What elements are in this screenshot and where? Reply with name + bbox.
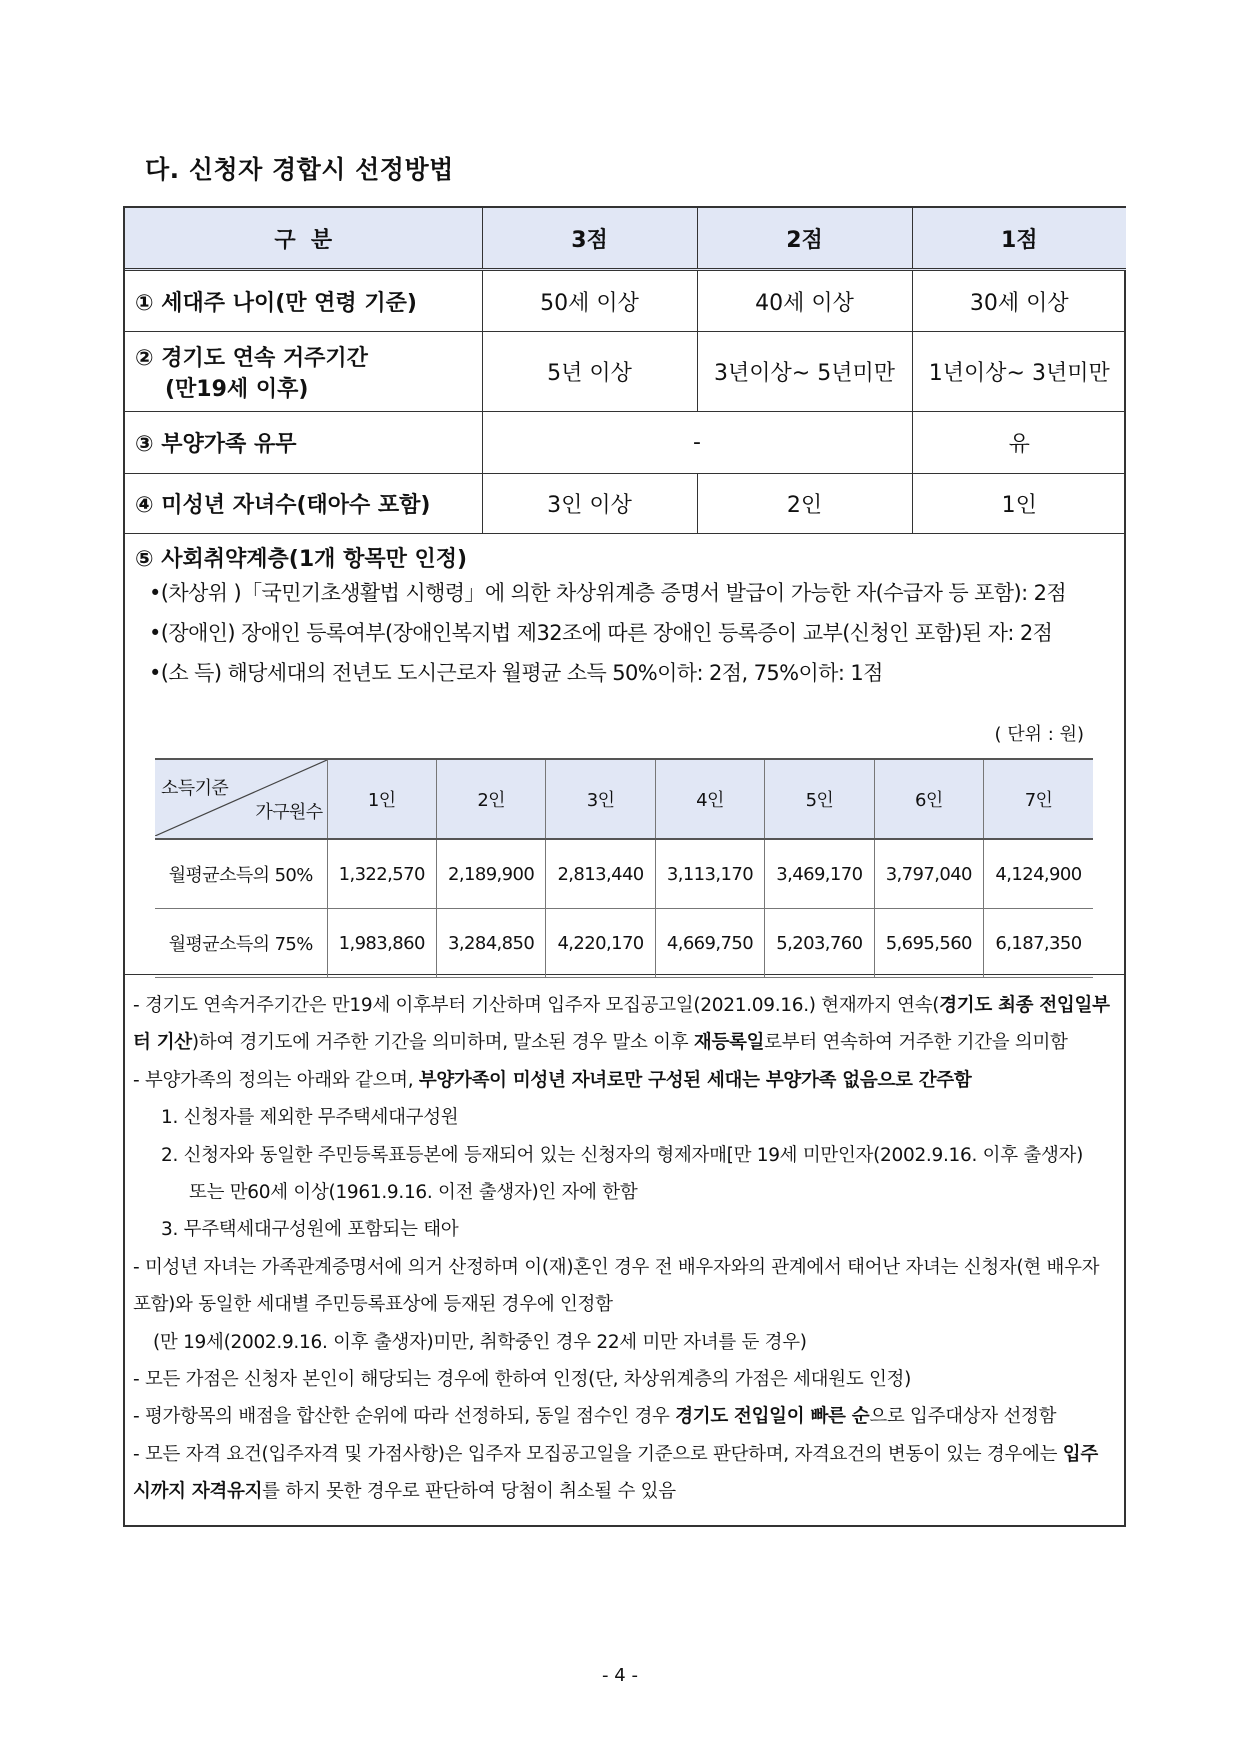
diagonal-header-cell [155, 759, 327, 839]
section-title: 다. 신청자 경합시 선정방법 [145, 155, 454, 184]
income-value: 1,322,570 [327, 839, 436, 909]
row-label: ③ 부양가족 유무 [125, 412, 482, 474]
income-value: 2,189,900 [436, 839, 545, 909]
note-text: - 경기도 연속거주기간은 만19세 이후부터 기산하며 입주자 모집공고일(2021.09.16.) 현재까지 연속( [133, 995, 940, 1016]
corner-household-size: 가구원수 [255, 802, 323, 823]
income-value: 1,983,860 [327, 909, 436, 978]
note-text: 으로 입주대상자 선정함 [869, 1406, 1057, 1428]
row-label-line1: ② 경기도 연속 거주기간 [135, 345, 368, 371]
row-label: ④ 미성년 자녀수(태아수 포함) [125, 474, 482, 534]
note-dependents-definition [133, 1062, 1114, 1099]
note-dependents-item: 1. 신청자를 제외한 무주택세대구성원 [161, 1107, 459, 1129]
household-size: 5인 [765, 759, 874, 839]
income-value: 3,284,850 [436, 909, 545, 978]
score-table-header [125, 208, 1126, 270]
note-emphasis: 입주시까지 자격유지 [133, 1443, 1098, 1503]
income-value: 3,469,170 [765, 839, 874, 909]
note-ranking [133, 1398, 1114, 1435]
income-row-75 [155, 909, 1093, 978]
income-row-50 [155, 839, 1093, 909]
note-emphasis: 부양가족이 미성년 자녀로만 구성된 세대는 부양가족 없음으로 간주함 [418, 1069, 972, 1091]
vulnerable-title: ⑤ 사회취약계층(1개 항목만 인정) [135, 547, 468, 572]
cell-value: 40세 이상 [697, 270, 912, 332]
note-dependents-item: 3. 무주택세대구성원에 포함되는 태아 [161, 1219, 459, 1241]
score-row-age [125, 270, 1126, 332]
note-text: - 부양가족의 정의는 아래와 같으며, [133, 1069, 419, 1091]
note-minor-children-sub: (만 19세(2002.9.16. 이후 출생자)미만, 취학중인 경우 22세 미만 자녀를 둔 경우) [153, 1331, 807, 1353]
note-text: 로부터 연속하여 거주한 기간을 의미함 [764, 1032, 1068, 1054]
income-value: 4,124,900 [984, 839, 1093, 909]
score-table [125, 208, 1126, 534]
header-category: 구 분 [125, 208, 482, 270]
income-table-header [155, 759, 1093, 839]
bullet-disability: •(장애인) 장애인 등록여부(장애인복지법 제32조에 따른 장애인 등록증이 교부(신청인 포함)된 자: 2점 [149, 621, 1053, 645]
note-emphasis: 재등록일 [693, 1032, 765, 1054]
note-residence-period [133, 987, 1114, 1062]
income-value: 2,813,440 [546, 839, 655, 909]
note-dependents-item-cont: 또는 만60세 이상(1961.9.16. 이전 출생자)인 자에 한함 [189, 1182, 638, 1204]
page-number: - 4 - [602, 1665, 638, 1686]
note-minor-children: - 미성년 자녀는 가족관계증명서에 의거 산정하며 이(재)혼인 경우 전 배우자와의 관계에서 태어난 자녀는 신청자(현 배우자 포함)와 동일한 세대별 주민등록표상에 등재된 경우에 인정함 [133, 1256, 1100, 1316]
notes-section [125, 975, 1124, 1525]
selection-criteria-box [123, 206, 1126, 1527]
household-size: 7인 [984, 759, 1093, 839]
household-size: 2인 [436, 759, 545, 839]
row-label-line2: (만19세 이후) [165, 376, 309, 402]
note-applicant-only: - 모든 가점은 신청자 본인이 해당되는 경우에 한하여 인정(단, 차상위계층의 가점은 세대원도 인정) [133, 1369, 912, 1391]
note-emphasis: 경기도 최종 전입일부터 기산 [133, 995, 1110, 1054]
income-row-label: 월평균소득의 75% [155, 909, 327, 978]
score-row-minor-children [125, 474, 1126, 534]
income-value: 3,797,040 [874, 839, 983, 909]
income-value: 5,203,760 [765, 909, 874, 978]
note-text: 를 하지 못한 경우로 판단하여 당첨이 취소될 수 있음 [262, 1481, 676, 1503]
note-text: - 평가항목의 배점을 합산한 순위에 따라 선정하되, 동일 점수인 경우 [133, 1406, 676, 1428]
cell-value: 5년 이상 [482, 332, 697, 412]
row-label [125, 332, 482, 412]
header-3pt: 3점 [482, 208, 697, 270]
header-1pt: 1점 [912, 208, 1126, 270]
header-2pt: 2점 [697, 208, 912, 270]
cell-value: 50세 이상 [482, 270, 697, 332]
note-text: )하여 경기도에 거주한 기간을 의미하며, 말소된 경우 말소 이후 [191, 1032, 694, 1054]
unit-label: ( 단위 : 원) [994, 724, 1084, 745]
income-value: 6,187,350 [984, 909, 1093, 978]
income-row-label: 월평균소득의 50% [155, 839, 327, 909]
vulnerable-group-section [125, 534, 1124, 975]
cell-value: 1년이상~ 3년미만 [912, 332, 1126, 412]
income-value: 3,113,170 [655, 839, 764, 909]
household-size: 1인 [327, 759, 436, 839]
cell-value: 1인 [912, 474, 1126, 534]
cell-value: 30세 이상 [912, 270, 1126, 332]
income-value: 4,669,750 [655, 909, 764, 978]
score-row-residence [125, 332, 1126, 412]
score-row-dependents [125, 412, 1126, 474]
cell-value: 3년이상~ 5년미만 [697, 332, 912, 412]
note-text: - 모든 자격 요건(입주자격 및 가점사항)은 입주자 모집공고일을 기준으로 판단하며, 자격요건의 변동이 있는 경우에는 [133, 1443, 1063, 1465]
cell-value: 3인 이상 [482, 474, 697, 534]
income-table [155, 758, 1093, 978]
income-value: 4,220,170 [546, 909, 655, 978]
note-eligibility [133, 1436, 1114, 1511]
household-size: 4인 [655, 759, 764, 839]
household-size: 6인 [874, 759, 983, 839]
note-dependents-item: 2. 신청자와 동일한 주민등록표등본에 등재되어 있는 신청자의 형제자매[만 19세 미만인자(2002.9.16. 이후 출생자) [161, 1144, 1084, 1166]
cell-merged-value: - [482, 412, 912, 474]
bullet-near-poverty: •(차상위 )「국민기초생활법 시행령」에 의한 차상위계층 증명서 발급이 가능한 자(수급자 등 포함): 2점 [149, 581, 1067, 605]
cell-value: 유 [912, 412, 1126, 474]
corner-income-basis: 소득기준 [161, 778, 229, 799]
household-size: 3인 [546, 759, 655, 839]
income-value: 5,695,560 [874, 909, 983, 978]
cell-value: 2인 [697, 474, 912, 534]
row-label: ① 세대주 나이(만 연령 기준) [125, 270, 482, 332]
bullet-income: •(소 득) 해당세대의 전년도 도시근로자 월평균 소득 50%이하: 2점, 75%이하: 1점 [149, 661, 883, 685]
note-emphasis: 경기도 전입일이 빠른 순 [675, 1406, 870, 1428]
